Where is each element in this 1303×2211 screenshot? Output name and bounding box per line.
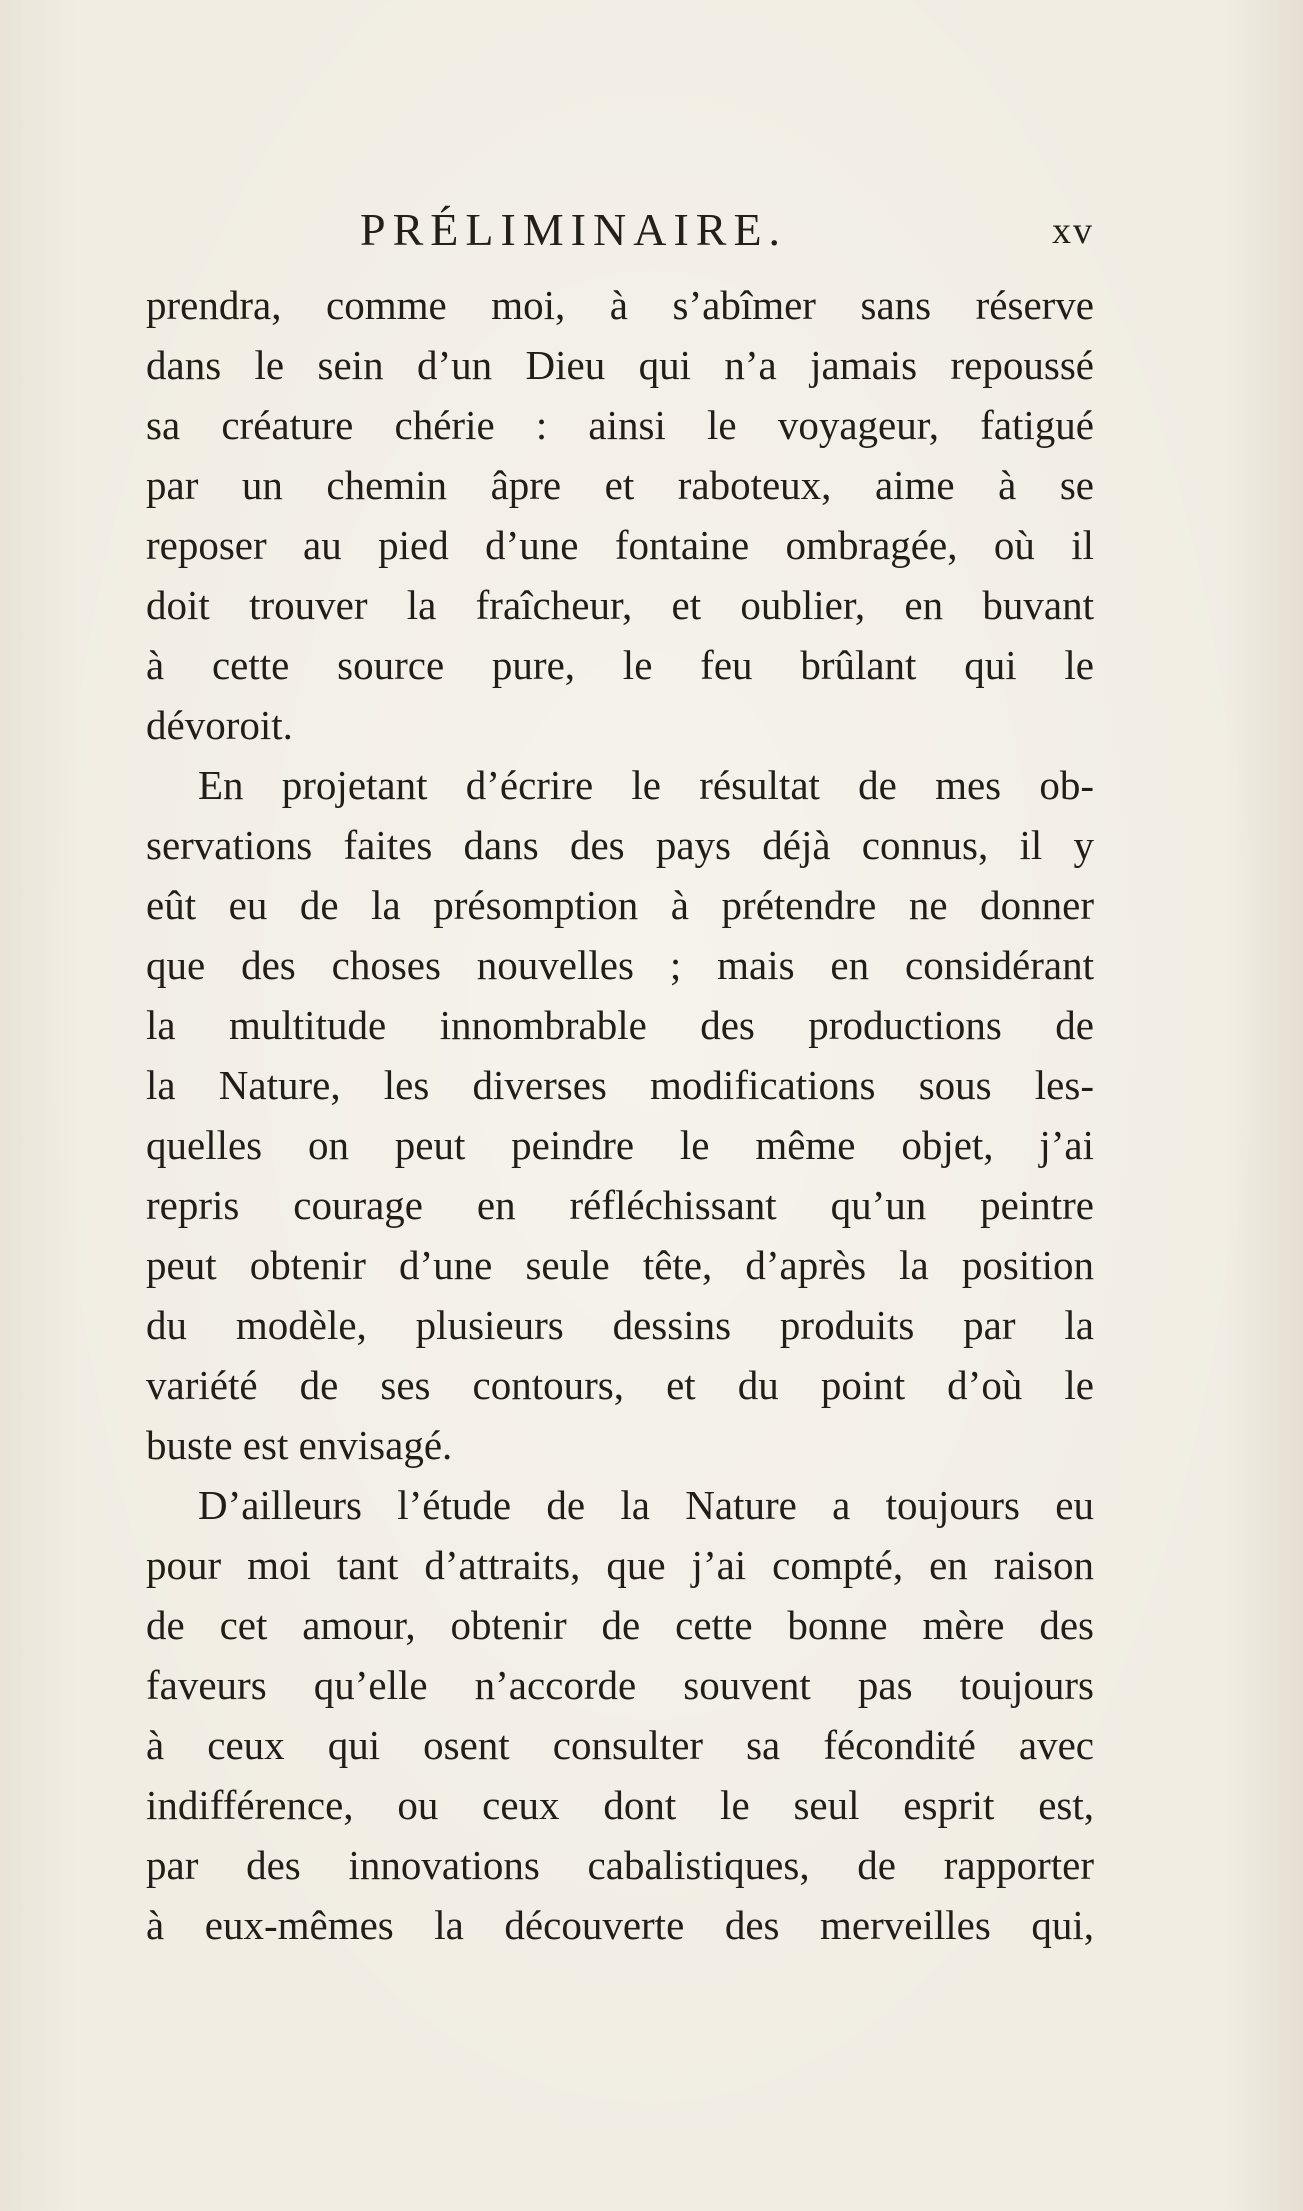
text-line: que des choses nouvelles ; mais en considérant — [146, 942, 1094, 988]
text-line: par un chemin âpre et raboteux, aime à se — [146, 462, 1094, 508]
text-line: repris courage en réfléchissant qu’un peintre — [146, 1182, 1094, 1228]
page-number: xv — [1052, 210, 1094, 252]
text-line: dans le sein d’un Dieu qui n’a jamais repoussé — [146, 342, 1094, 388]
text-line: par des innovations cabalistiques, de rapporter — [146, 1842, 1094, 1888]
text-line: faveurs qu’elle n’accorde souvent pas toujours — [146, 1662, 1094, 1708]
text-line: à eux-mêmes la découverte des merveilles qui, — [146, 1902, 1094, 1948]
text-line: buste est envisagé. — [146, 1422, 453, 1468]
text-line: à cette source pure, le feu brûlant qui le — [146, 642, 1094, 688]
running-head — [146, 203, 1094, 263]
text-line: reposer au pied d’une fontaine ombragée, où il — [146, 522, 1094, 568]
body-text — [146, 275, 1094, 1955]
running-title: PRÉLIMINAIRE. — [360, 204, 788, 255]
text-line: quelles on peut peindre le même objet, j’ai — [146, 1122, 1094, 1168]
text-line: peut obtenir d’une seule tête, d’après la position — [146, 1242, 1094, 1288]
text-line: prendra, comme moi, à s’abîmer sans réserve — [146, 282, 1094, 328]
text-line: servations faites dans des pays déjà connus, il y — [146, 822, 1094, 868]
text-line: doit trouver la fraîcheur, et oublier, en buvant — [146, 582, 1094, 628]
text-line: la Nature, les diverses modifications sous les- — [146, 1062, 1094, 1108]
text-line: indifférence, ou ceux dont le seul esprit est, — [146, 1782, 1094, 1828]
text-line: eût eu de la présomption à prétendre ne donner — [146, 882, 1094, 928]
text-line: dévoroit. — [146, 702, 293, 748]
paragraph-first-line: D’ailleurs l’étude de la Nature a toujours eu — [198, 1482, 1094, 1528]
paragraph-first-line: En projetant d’écrire le résultat de mes ob- — [198, 762, 1094, 808]
text-line: variété de ses contours, et du point d’où le — [146, 1362, 1094, 1408]
text-line: sa créature chérie : ainsi le voyageur, fatigué — [146, 402, 1094, 448]
text-line: à ceux qui osent consulter sa fécondité avec — [146, 1722, 1094, 1768]
text-line: du modèle, plusieurs dessins produits par la — [146, 1302, 1094, 1348]
text-line: la multitude innombrable des productions de — [146, 1002, 1094, 1048]
text-line: pour moi tant d’attraits, que j’ai compté, en raison — [146, 1542, 1094, 1588]
text-line: de cet amour, obtenir de cette bonne mère des — [146, 1602, 1094, 1648]
